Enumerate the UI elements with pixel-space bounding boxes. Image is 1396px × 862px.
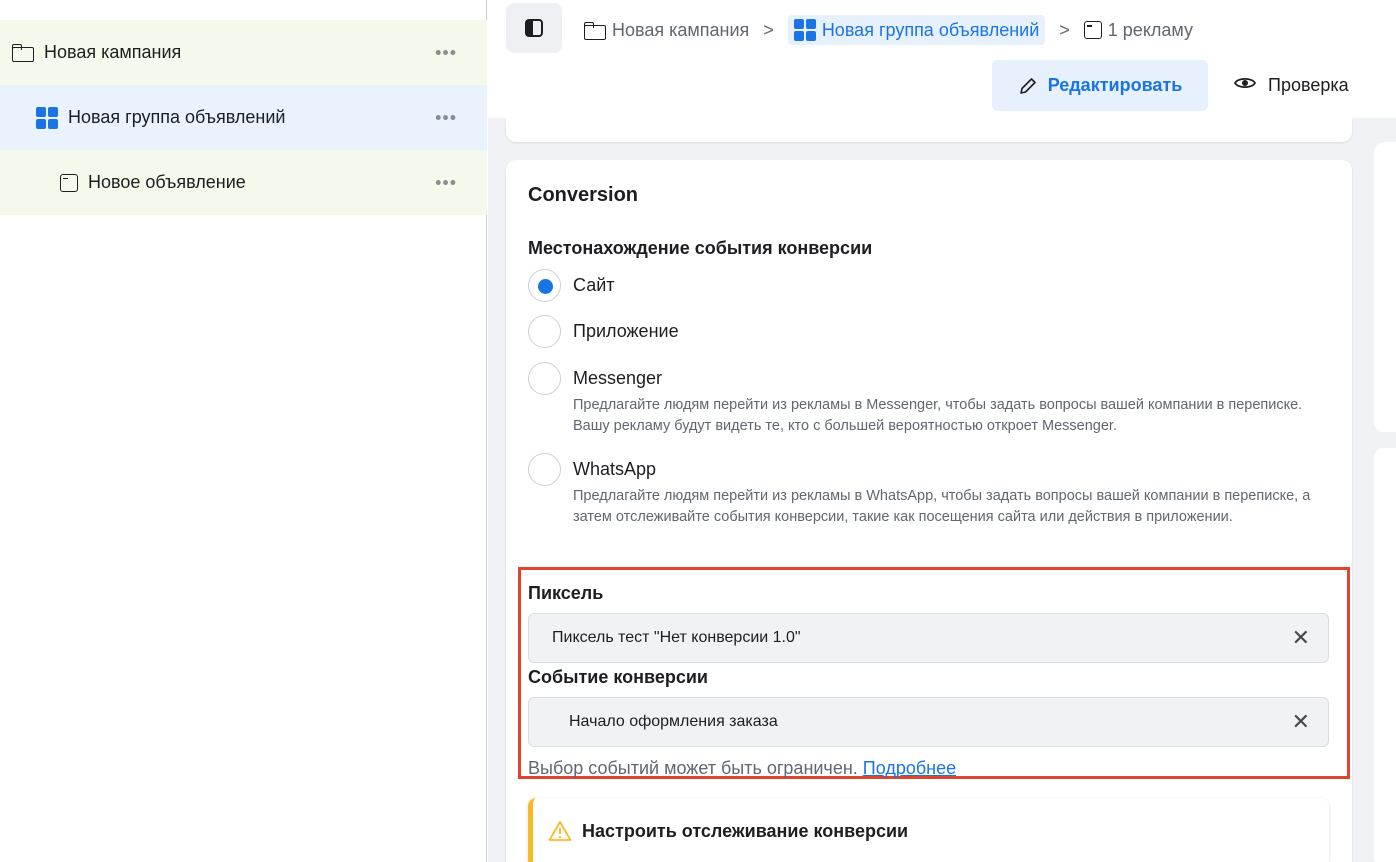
warning-triangle-icon: [548, 820, 572, 842]
pixel-label: Пиксель: [528, 583, 604, 603]
folder-icon: [12, 44, 34, 61]
clear-event-icon[interactable]: ✕: [1291, 709, 1310, 734]
tree-item-label: Новая кампания: [44, 42, 182, 62]
radio-option-app[interactable]: [528, 315, 679, 348]
radio-option-whatsapp[interactable]: [528, 453, 1333, 528]
radio-button-checked[interactable]: [528, 269, 561, 302]
radio-label: Приложение: [573, 321, 679, 341]
breadcrumb-campaign-label: Новая кампания: [612, 19, 750, 40]
breadcrumb: [584, 14, 1193, 46]
previous-card-bottom: [506, 118, 1352, 142]
campaign-tree-sidebar: [0, 0, 487, 862]
breadcrumb-separator: >: [1059, 19, 1070, 40]
radio-option-site[interactable]: [528, 269, 615, 302]
event-limit-text: Выбор событий может быть ограничен.: [528, 758, 858, 778]
radio-option-messenger[interactable]: [528, 362, 1333, 437]
radio-button[interactable]: [528, 362, 561, 395]
conversion-title: Conversion: [528, 184, 639, 206]
conversion-location-label: Местонахождение события конверсии: [528, 238, 873, 258]
warning-title: Настроить отслеживание конверсии: [582, 820, 909, 841]
review-button-label: Проверка: [1268, 75, 1349, 95]
learn-more-link[interactable]: Подробнее: [862, 758, 957, 778]
warning-header: [548, 820, 908, 842]
side-panel-edge: [1374, 448, 1396, 862]
radio-button[interactable]: [528, 453, 561, 486]
breadcrumb-separator: >: [763, 19, 774, 40]
sidebar-toggle-button[interactable]: [506, 3, 562, 53]
folder-icon: [584, 22, 606, 39]
tree-item-ad[interactable]: [0, 150, 487, 215]
breadcrumb-campaign[interactable]: [584, 20, 749, 41]
pencil-icon: [1018, 76, 1038, 96]
conversion-event-label: Событие конверсии: [528, 667, 708, 687]
more-options-icon[interactable]: •••: [435, 42, 457, 62]
clear-pixel-icon[interactable]: ✕: [1291, 625, 1310, 650]
breadcrumb-adset[interactable]: [788, 15, 1045, 45]
radio-description: Предлагайте людям перейти из рекламы в Messenger, чтобы задать вопросы вашей компании в переписке. Вашу рекламу будут видеть те, кто с большей вероятностью откроет Messenger.: [573, 397, 1303, 434]
tree-item-label: Новая группа объявлений: [68, 107, 286, 127]
sidebar-panel-icon: [525, 19, 543, 37]
tree-item-adset[interactable]: [0, 85, 487, 150]
breadcrumb-ad[interactable]: [1084, 20, 1193, 41]
radio-label: Messenger: [573, 368, 663, 388]
adset-grid-icon: [36, 107, 58, 129]
radio-button[interactable]: [528, 315, 561, 348]
side-panel-edge: [1374, 142, 1396, 432]
tree-item-campaign[interactable]: [0, 20, 487, 85]
radio-label: Сайт: [573, 275, 615, 295]
pixel-value: Пиксель тест "Нет конверсии 1.0": [552, 629, 801, 646]
event-limit-note: [528, 758, 956, 778]
more-options-icon[interactable]: •••: [435, 107, 457, 127]
ad-window-icon: [60, 174, 78, 192]
conversion-event-value: Начало оформления заказа: [569, 713, 778, 730]
eye-icon: [1234, 75, 1256, 96]
review-button[interactable]: [1234, 60, 1349, 111]
breadcrumb-adset-label: Новая группа объявлений: [821, 19, 1040, 40]
adset-grid-icon: [794, 19, 816, 41]
edit-button[interactable]: [992, 60, 1208, 111]
ad-window-icon: [1084, 21, 1102, 39]
conversion-event-select[interactable]: [528, 697, 1329, 747]
more-options-icon[interactable]: •••: [435, 172, 457, 192]
pixel-select[interactable]: [528, 613, 1329, 663]
edit-button-label: Редактировать: [1047, 75, 1183, 95]
radio-label: WhatsApp: [573, 459, 657, 479]
radio-description: Предлагайте людям перейти из рекламы в WhatsApp, чтобы задать вопросы вашей компании в переписке, а затем отслеживайте события конверсии, такие как посещения сайта или действия в приложении.: [573, 488, 1311, 525]
breadcrumb-ad-label: 1 рекламу: [1107, 19, 1193, 40]
tree-item-label: Новое объявление: [88, 172, 246, 192]
